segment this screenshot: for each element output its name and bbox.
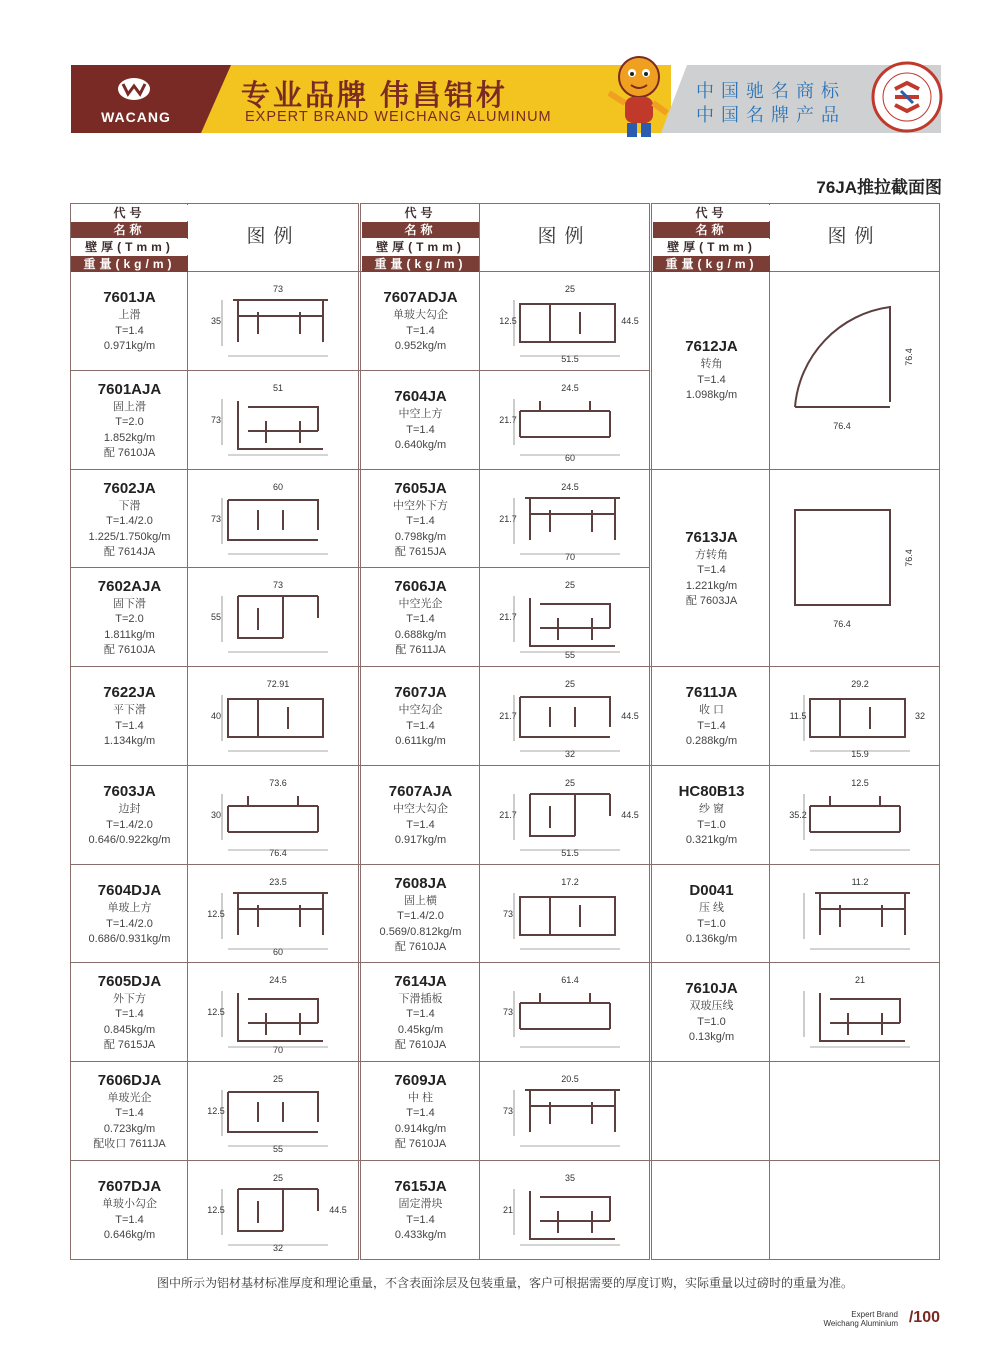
svg-text:35: 35 <box>564 1173 576 1183</box>
profile-info <box>71 972 188 1054</box>
profile-name: 方转角 <box>695 548 728 561</box>
svg-text:55: 55 <box>210 612 222 622</box>
profile-info <box>362 972 479 1054</box>
profile-weight: 0.798kg/m <box>394 530 447 543</box>
svg-text:61.4: 61.4 <box>561 975 579 985</box>
svg-text:73: 73 <box>272 580 284 590</box>
profile-weight: 0.569/0.812kg/m <box>379 925 462 938</box>
svg-text:12.5: 12.5 <box>851 778 869 788</box>
svg-text:73: 73 <box>210 415 222 425</box>
profile-weight: 1.811kg/m <box>104 628 155 641</box>
profile-name: 单玻光企 <box>107 1091 152 1104</box>
profile-section-drawing <box>188 766 359 865</box>
profile-thickness: T=1.4 <box>406 515 435 527</box>
profile-info <box>71 1071 188 1153</box>
svg-text:44.5: 44.5 <box>329 1205 347 1215</box>
wacang-logo-icon <box>117 77 151 101</box>
section-drawing <box>480 371 651 470</box>
slogan-line-1: 中国驰名商标 <box>696 81 846 101</box>
profile-code: 7610JA <box>685 980 738 998</box>
profile-code: 7611JA <box>685 684 738 702</box>
profile-section-drawing <box>480 667 651 766</box>
profile-info <box>362 874 479 956</box>
profile-section-drawing <box>770 865 941 964</box>
section-drawing <box>480 272 651 371</box>
header-figure: 图例 <box>246 226 301 247</box>
table-header-left <box>71 205 188 273</box>
header-thickness: 壁厚(Tmm) <box>71 239 188 255</box>
svg-text:76.4: 76.4 <box>269 848 287 858</box>
svg-text:60: 60 <box>564 453 576 463</box>
header-name: 名称 <box>653 222 770 238</box>
profile-code: 7602JA <box>103 479 156 497</box>
section-drawing <box>188 371 359 470</box>
section-drawing <box>480 568 651 667</box>
svg-text:21: 21 <box>854 975 866 985</box>
section-drawing <box>770 667 941 766</box>
page-number: /100 <box>908 1309 940 1326</box>
svg-text:21.7: 21.7 <box>499 415 517 425</box>
profile-code: 7607DJA <box>97 1178 162 1196</box>
profile-note: 配 7615JA <box>103 1039 156 1051</box>
table-header-right <box>653 205 770 273</box>
profile-name: 固上滑 <box>113 400 146 413</box>
profile-code: 7607AJA <box>388 783 453 801</box>
slogan-line-2: 中国名牌产品 <box>696 105 846 125</box>
profile-info <box>362 782 479 849</box>
profile-name: 中 柱 <box>407 1091 434 1104</box>
profile-note: 配 7610JA <box>103 447 156 459</box>
profile-section-drawing <box>188 470 359 569</box>
profile-thickness: T=1.4 <box>115 1008 144 1020</box>
banner-title-en: EXPERT BRAND WEICHANG ALUMINUM <box>245 109 552 125</box>
svg-text:25: 25 <box>564 284 576 294</box>
profile-name: 收 口 <box>698 704 725 717</box>
svg-text:73: 73 <box>210 514 222 524</box>
profile-code: 7603JA <box>103 783 156 801</box>
profile-weight: 1.852kg/m <box>103 431 156 444</box>
profile-note: 配 7615JA <box>394 546 447 558</box>
profile-info <box>362 1071 479 1153</box>
profile-section-drawing <box>480 568 651 667</box>
profile-code: 7606DJA <box>97 1071 162 1089</box>
profile-section-drawing <box>188 963 359 1062</box>
section-drawing <box>770 865 941 964</box>
svg-text:25: 25 <box>272 1074 284 1084</box>
svg-text:73: 73 <box>502 909 514 919</box>
svg-text:51.5: 51.5 <box>561 848 579 858</box>
profile-name: 固上横 <box>404 894 437 907</box>
page-label-2: Weichang Aluminium <box>823 1319 898 1328</box>
profile-note: 配 7603JA <box>685 595 738 607</box>
section-drawing <box>480 1161 651 1260</box>
profile-code: 7615JA <box>394 1178 447 1196</box>
profile-info <box>653 782 770 849</box>
section-drawing <box>188 1062 359 1161</box>
svg-text:12.5: 12.5 <box>207 1007 225 1017</box>
china-top-brand-seal-icon <box>871 61 943 133</box>
banner-title-cn: 专业品牌 伟昌铝材 <box>241 80 509 112</box>
profile-thickness: T=1.4 <box>115 1213 144 1226</box>
profile-section-drawing <box>188 1062 359 1161</box>
profile-weight: 0.433kg/m <box>394 1229 447 1242</box>
profile-name: 外下方 <box>113 992 146 1005</box>
profile-info <box>653 337 770 404</box>
profile-section-drawing <box>480 1062 651 1161</box>
profile-info <box>653 528 770 610</box>
profile-section-drawing <box>188 272 359 371</box>
svg-text:12.5: 12.5 <box>207 1205 225 1215</box>
profile-thickness: T=1.4 <box>406 324 435 337</box>
svg-text:40: 40 <box>210 711 222 721</box>
profile-name: 压 线 <box>698 902 725 915</box>
profile-name: 中空光企 <box>398 597 443 610</box>
profile-weight: 0.321kg/m <box>685 834 738 847</box>
svg-text:25: 25 <box>564 679 576 689</box>
profile-thickness: T=1.4 <box>406 1008 435 1020</box>
svg-text:44.5: 44.5 <box>621 810 639 820</box>
footer-note: 图中所示为铝材基材标准厚度和理论重量，不含表面涂层及包装重量，客户可根据需要的厚度订购，实际重量以过磅时的重量为准。 <box>156 1276 853 1290</box>
header-figure: 图例 <box>827 226 882 247</box>
profile-note: 配 7611JA <box>395 644 446 656</box>
brand-name: WACANG <box>101 109 171 125</box>
profile-weight: 0.723kg/m <box>103 1122 156 1135</box>
header-thickness: 壁厚(Tmm) <box>362 239 479 255</box>
profile-section-drawing <box>480 963 651 1062</box>
profile-thickness: T=2.0 <box>115 613 144 625</box>
profile-thickness: T=1.4 <box>406 613 435 625</box>
page-title: 76JA推拉截面图 <box>816 178 942 197</box>
profile-code: 7607JA <box>394 684 447 702</box>
profile-thickness: T=1.4 <box>406 818 435 831</box>
svg-text:35.2: 35.2 <box>789 810 807 820</box>
svg-text:73: 73 <box>502 1007 514 1017</box>
svg-text:20.5: 20.5 <box>561 1074 579 1084</box>
table-header-mid <box>362 205 479 273</box>
profile-weight: 0.136kg/m <box>685 933 738 946</box>
header-name: 名称 <box>362 222 479 238</box>
svg-text:21.7: 21.7 <box>499 711 517 721</box>
profile-weight: 0.917kg/m <box>394 834 447 847</box>
profile-section-drawing <box>480 470 651 569</box>
profile-name: 固下滑 <box>113 597 146 610</box>
profile-weight: 0.45kg/m <box>397 1023 444 1036</box>
profile-thickness: T=1.4 <box>406 1107 435 1119</box>
section-drawing <box>188 272 359 371</box>
profile-code: 7612JA <box>685 338 738 356</box>
svg-text:35: 35 <box>210 316 222 326</box>
section-drawing <box>188 865 359 964</box>
profile-section-drawing <box>770 963 941 1062</box>
profile-thickness: T=1.0 <box>697 818 726 831</box>
profile-thickness: T=1.4/2.0 <box>106 515 153 527</box>
profile-section-drawing <box>188 865 359 964</box>
profile-info <box>71 380 188 462</box>
profile-section-drawing <box>480 371 651 470</box>
svg-text:32: 32 <box>914 711 926 721</box>
svg-text:24.5: 24.5 <box>269 975 287 985</box>
svg-text:30: 30 <box>210 810 222 820</box>
profile-thickness: T=1.4 <box>406 1213 435 1226</box>
profile-section-drawing <box>770 470 941 667</box>
profile-info <box>71 1177 188 1244</box>
profile-weight: 0.640kg/m <box>394 439 447 452</box>
profile-code: 7605DJA <box>97 972 162 990</box>
profile-info <box>362 1177 479 1244</box>
profile-note: 配收口 7611JA <box>93 1138 166 1150</box>
profile-info <box>71 479 188 561</box>
profile-code: 7601JA <box>103 289 156 307</box>
svg-text:44.5: 44.5 <box>621 316 639 326</box>
profile-name: 单玻大勾企 <box>393 309 448 322</box>
profile-code: 7606JA <box>394 577 447 595</box>
svg-text:11.2: 11.2 <box>851 877 869 887</box>
profile-thickness: T=1.4 <box>697 564 726 576</box>
profile-weight: 0.288kg/m <box>685 735 738 748</box>
section-drawing <box>188 470 359 569</box>
section-drawing <box>770 766 941 865</box>
profile-section-drawing <box>480 766 651 865</box>
profile-note: 配 7610JA <box>394 1138 447 1150</box>
profile-section-drawing <box>480 1161 651 1260</box>
profile-info <box>362 387 479 454</box>
svg-text:60: 60 <box>272 947 284 957</box>
profile-name: 固定滑块 <box>398 1198 443 1211</box>
section-drawing <box>480 1062 651 1161</box>
svg-text:12.5: 12.5 <box>207 909 225 919</box>
section-drawing <box>480 963 651 1062</box>
svg-text:25: 25 <box>272 1173 284 1183</box>
svg-text:17.2: 17.2 <box>561 877 579 887</box>
svg-text:21.7: 21.7 <box>499 514 517 524</box>
profile-note: 配 7610JA <box>394 941 447 953</box>
profile-section-drawing <box>480 865 651 964</box>
profile-name: 下滑 <box>118 499 141 512</box>
profile-info <box>362 479 479 561</box>
profile-code: 7604JA <box>394 388 447 406</box>
profile-info <box>653 979 770 1046</box>
svg-text:12.5: 12.5 <box>499 316 517 326</box>
svg-text:25: 25 <box>564 778 576 788</box>
svg-text:55: 55 <box>272 1144 284 1154</box>
section-drawing <box>188 766 359 865</box>
svg-text:21.7: 21.7 <box>499 612 517 622</box>
section-drawing <box>188 568 359 667</box>
profile-info <box>71 577 188 659</box>
profile-weight: 0.686/0.931kg/m <box>88 933 171 946</box>
profile-info <box>653 683 770 750</box>
profile-name: 中空上方 <box>398 408 443 421</box>
profile-thickness: T=1.4 <box>115 1107 144 1119</box>
section-drawing <box>480 667 651 766</box>
svg-text:32: 32 <box>564 749 576 759</box>
svg-text:73: 73 <box>272 284 284 294</box>
profile-section-drawing <box>770 766 941 865</box>
page-label <box>823 1310 898 1328</box>
profile-weight: 0.646kg/m <box>103 1229 156 1242</box>
profile-info <box>653 881 770 948</box>
svg-text:70: 70 <box>272 1045 284 1055</box>
profile-weight: 0.688kg/m <box>394 628 447 641</box>
profile-thickness: T=1.4/2.0 <box>106 818 153 831</box>
header-code: 代号 <box>653 205 770 221</box>
profile-section-drawing <box>188 568 359 667</box>
profile-note: 配 7610JA <box>394 1039 447 1051</box>
svg-text:21.7: 21.7 <box>499 810 517 820</box>
profile-info <box>71 782 188 849</box>
profile-name: 上滑 <box>118 309 141 322</box>
svg-text:24.5: 24.5 <box>561 383 579 393</box>
header-thickness: 壁厚(Tmm) <box>653 239 770 255</box>
profile-info <box>71 881 188 948</box>
svg-text:76.4: 76.4 <box>904 549 914 567</box>
profile-name: 中空大勾企 <box>393 803 448 816</box>
profile-info <box>71 288 188 355</box>
profile-name: 单玻小勾企 <box>102 1198 157 1211</box>
svg-text:51: 51 <box>272 383 284 393</box>
profile-weight: 0.611kg/m <box>395 735 446 748</box>
profile-code: 7605JA <box>394 479 447 497</box>
svg-text:73: 73 <box>502 1106 514 1116</box>
profile-name: 中空外下方 <box>393 499 448 512</box>
section-drawing <box>188 667 359 766</box>
header-weight: 重量(kg/m) <box>362 256 479 272</box>
header-weight: 重量(kg/m) <box>653 256 770 272</box>
square-corner-profile-drawing <box>770 470 941 667</box>
profile-name: 转角 <box>700 358 723 371</box>
profile-thickness: T=1.4 <box>406 719 435 732</box>
svg-text:76.4: 76.4 <box>904 348 914 366</box>
profile-weight: 1.134kg/m <box>103 735 156 748</box>
svg-text:29.2: 29.2 <box>851 679 869 689</box>
svg-text:32: 32 <box>272 1243 284 1253</box>
profile-note: 配 7610JA <box>103 644 156 656</box>
header-weight: 重量(kg/m) <box>71 256 188 272</box>
svg-text:76.4: 76.4 <box>833 619 851 629</box>
profile-thickness: T=1.0 <box>697 917 726 930</box>
profile-section-drawing <box>770 667 941 766</box>
profile-weight: 0.971kg/m <box>103 340 156 353</box>
profile-weight: 1.221kg/m <box>685 579 738 592</box>
header-banner <box>71 65 941 133</box>
profile-info <box>362 683 479 750</box>
profile-code: 7607ADJA <box>383 289 458 307</box>
profile-weight: 0.13kg/m <box>688 1031 735 1044</box>
profile-thickness: T=2.0 <box>115 416 144 428</box>
profile-weight: 0.914kg/m <box>394 1122 447 1135</box>
svg-text:24.5: 24.5 <box>561 482 579 492</box>
profile-name: 平下滑 <box>113 704 146 717</box>
svg-text:11.5: 11.5 <box>789 711 807 721</box>
svg-text:44.5: 44.5 <box>621 711 639 721</box>
svg-text:15.9: 15.9 <box>851 749 869 759</box>
profile-section-drawing <box>188 371 359 470</box>
profile-code: D0041 <box>689 882 734 900</box>
profile-code: 7602AJA <box>97 577 162 595</box>
profile-section-drawing <box>480 272 651 371</box>
header-code: 代号 <box>71 205 188 221</box>
profile-weight: 1.098kg/m <box>685 389 738 402</box>
header-name: 名称 <box>71 222 188 238</box>
svg-text:70: 70 <box>564 552 576 562</box>
header-figure: 图例 <box>537 226 592 247</box>
profile-info <box>362 577 479 659</box>
profile-weight: 0.845kg/m <box>103 1023 156 1036</box>
page-label-1: Expert Brand <box>851 1310 898 1319</box>
section-drawing <box>188 1161 359 1260</box>
profile-code: 7608JA <box>394 874 447 892</box>
profile-thickness: T=1.4 <box>697 719 726 732</box>
profile-name: 中空勾企 <box>398 704 443 717</box>
svg-text:25: 25 <box>564 580 576 590</box>
svg-text:72.91: 72.91 <box>266 679 290 689</box>
profile-code: HC80B13 <box>678 783 745 801</box>
profile-code: 7613JA <box>685 528 738 546</box>
profile-section-drawing <box>188 1161 359 1260</box>
profile-code: 7609JA <box>394 1071 447 1089</box>
section-drawing <box>188 963 359 1062</box>
svg-text:51.5: 51.5 <box>561 354 579 364</box>
profile-name: 纱 窗 <box>698 803 725 816</box>
svg-text:12.5: 12.5 <box>207 1106 225 1116</box>
tiger-mascot-icon <box>599 53 679 143</box>
profile-section-drawing <box>188 667 359 766</box>
profile-thickness: T=1.0 <box>697 1015 726 1028</box>
profile-info <box>71 683 188 750</box>
section-drawing <box>480 766 651 865</box>
svg-text:60: 60 <box>272 482 284 492</box>
svg-text:21: 21 <box>502 1205 514 1215</box>
profile-weight: 0.646/0.922kg/m <box>88 834 171 847</box>
profile-thickness: T=1.4/2.0 <box>106 917 153 930</box>
svg-text:76.4: 76.4 <box>833 421 851 431</box>
profile-thickness: T=1.4/2.0 <box>397 910 444 922</box>
corner-profile-drawing <box>770 272 941 469</box>
profile-name: 下滑插板 <box>398 992 443 1005</box>
profile-weight: 1.225/1.750kg/m <box>88 530 171 543</box>
profile-info <box>362 288 479 355</box>
header-code: 代号 <box>362 205 479 221</box>
profile-section-drawing <box>770 272 941 469</box>
svg-text:73.6: 73.6 <box>269 778 287 788</box>
profile-thickness: T=1.4 <box>697 373 726 386</box>
profile-table <box>70 203 940 1260</box>
svg-text:55: 55 <box>564 650 576 660</box>
profile-name: 双玻压线 <box>689 1000 734 1013</box>
profile-thickness: T=1.4 <box>115 719 144 732</box>
profile-code: 7601AJA <box>97 380 162 398</box>
profile-name: 边封 <box>118 803 141 816</box>
profile-thickness: T=1.4 <box>406 423 435 436</box>
section-drawing <box>770 963 941 1062</box>
profile-code: 7604DJA <box>97 882 162 900</box>
section-drawing <box>480 470 651 569</box>
svg-text:23.5: 23.5 <box>269 877 287 887</box>
profile-weight: 0.952kg/m <box>394 340 447 353</box>
profile-note: 配 7614JA <box>103 546 156 558</box>
profile-code: 7622JA <box>103 684 156 702</box>
profile-code: 7614JA <box>394 972 447 990</box>
section-drawing <box>480 865 651 964</box>
profile-name: 单玻上方 <box>107 902 152 915</box>
profile-thickness: T=1.4 <box>115 324 144 337</box>
